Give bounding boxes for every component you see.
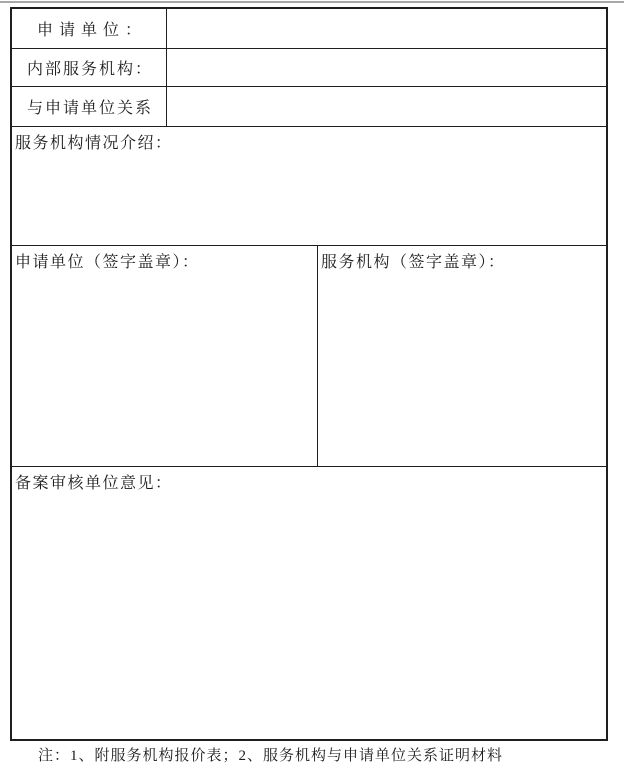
applicant-signature-cell[interactable]: [12, 246, 318, 466]
service-org-intro-label: 服务机构情况介绍：: [15, 135, 173, 152]
service-org-signature-cell[interactable]: [318, 246, 606, 466]
review-opinion-cell[interactable]: [12, 467, 606, 739]
signature-row: [12, 246, 606, 467]
service-org-signature-label: 服务机构（签字盖章）：: [321, 254, 506, 271]
applicant-unit-label-cell: [12, 9, 167, 48]
relationship-label: 与申请单位关系: [26, 100, 153, 117]
page-top-edge-line: [0, 1, 624, 3]
applicant-unit-row: [12, 9, 606, 49]
service-org-intro-cell[interactable]: [12, 127, 606, 246]
relationship-row: [12, 87, 606, 127]
internal-service-org-label-cell: [12, 49, 167, 86]
relationship-input-cell[interactable]: [167, 87, 606, 126]
filing-form-table: [10, 7, 608, 741]
internal-service-org-input-cell[interactable]: [167, 49, 606, 86]
relationship-label-cell: [12, 87, 167, 126]
applicant-signature-label: 申请单位（签字盖章）：: [15, 254, 200, 271]
review-opinion-label: 备案审核单位意见：: [15, 475, 173, 492]
footnote: 注：1、附服务机构报价表；2、服务机构与申请单位关系证明材料: [38, 748, 504, 764]
applicant-unit-input-cell[interactable]: [167, 9, 606, 48]
applicant-unit-label: 申请单位：: [36, 22, 147, 39]
internal-service-org-row: [12, 49, 606, 87]
internal-service-org-label: 内部服务机构：: [26, 61, 153, 78]
